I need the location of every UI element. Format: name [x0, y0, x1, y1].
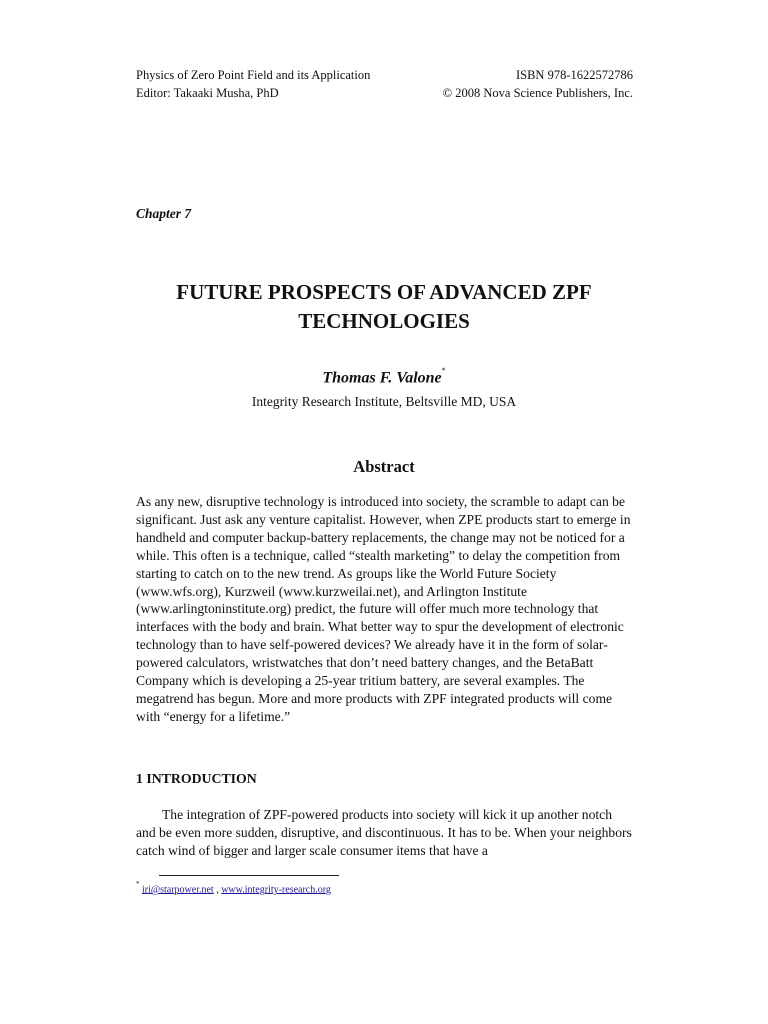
author-name: Thomas F. Valone	[322, 369, 442, 387]
abstract-text: As any new, disruptive technology is introduced into society, the scramble to adapt can be significant. Just ask any venture capitalist. However, when ZPE products start to emerge in handheld and computer backup-battery replacements, the change may not be noticed for a while. This often is a technique, called “stealth marketing” to delay the competition from starting to catch on to the new trend. As groups like the World Future Society (www.wfs.org), Kurzweil (www.kurzweilai.net), and Arlington Institute (www.arlingtoninstitute.org) predict, the future will offer much more technology that interfaces with the body and brain. What better way to spur the development of electronic technology than to have self-powered devices? We already have it in the form of solar-powered calculators, wristwatches that don’t need battery changes, and the BetaBatt Company which is developing a 25-year tritium battery, are several examples. The megatrend has begun. More and more products with ZPF integrated products will come with “energy for a lifetime.”	[136, 494, 631, 724]
footnote-email-link[interactable]: iri@starpower.net	[142, 884, 214, 896]
book-title: Physics of Zero Point Field and its Application	[136, 68, 371, 82]
introduction-text: The integration of ZPF-powered products into society will kick it up another notch and be even more sudden, disruptive, and discontinuous. It has to be. When your neighbors catch wind of bigger and larger scale consumer items that have a	[136, 807, 632, 858]
author-footnote-mark: *	[441, 366, 446, 375]
chapter-title-line2: TECHNOLOGIES	[298, 309, 470, 333]
footnote-divider	[159, 875, 339, 876]
abstract-heading: Abstract	[353, 457, 415, 476]
footnote-website-link[interactable]: www.integrity-research.org	[221, 884, 331, 896]
introduction-heading: 1 INTRODUCTION	[136, 771, 257, 786]
chapter-title-line1: FUTURE PROSPECTS OF ADVANCED ZPF	[176, 280, 592, 304]
copyright: © 2008 Nova Science Publishers, Inc.	[442, 86, 633, 100]
isbn: ISBN 978-1622572786	[515, 68, 633, 82]
footnote-separator: ,	[213, 884, 222, 896]
chapter-label: Chapter 7	[136, 206, 192, 221]
footnote-mark: *	[136, 880, 140, 888]
author	[120, 366, 648, 387]
running-header-right	[430, 66, 633, 102]
affiliation: Integrity Research Institute, Beltsville MD, USA	[251, 394, 517, 409]
chapter-title	[120, 278, 648, 336]
footnote	[136, 882, 331, 895]
running-header-left	[136, 66, 370, 102]
editor-line: Editor: Takaaki Musha, PhD	[136, 86, 279, 100]
